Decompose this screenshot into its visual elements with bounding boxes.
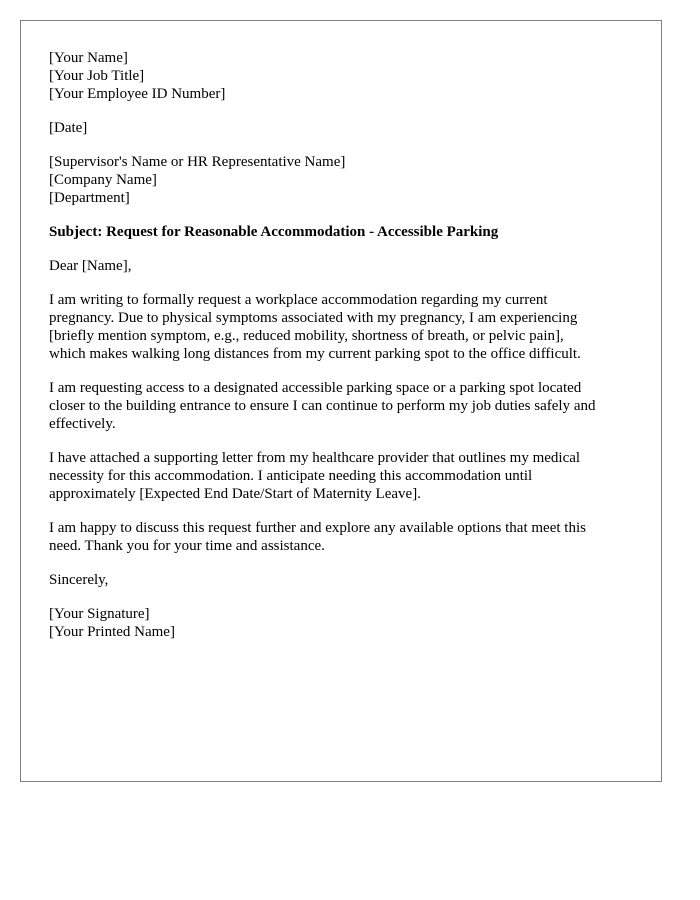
- paragraph-line: I am writing to formally request a workplace accommodation regarding my current: [49, 292, 548, 308]
- body-paragraph-4: [49, 519, 649, 555]
- recipient-name: [Supervisor's Name or HR Representative Name]: [49, 154, 346, 170]
- printed-name: [Your Printed Name]: [49, 624, 175, 640]
- sender-employee-id: [Your Employee ID Number]: [49, 86, 226, 102]
- paragraph-line: approximately [Expected End Date/Start of Maternity Leave].: [49, 486, 421, 502]
- sender-job-title: [Your Job Title]: [49, 68, 145, 84]
- body-paragraph-3: [49, 449, 649, 503]
- subject-line: Subject: Request for Reasonable Accommodation - Accessible Parking: [49, 224, 499, 240]
- recipient-company: [Company Name]: [49, 172, 157, 188]
- signature-block: [49, 605, 649, 641]
- body-paragraph-1: [49, 291, 649, 363]
- sender-name: [Your Name]: [49, 50, 128, 66]
- paragraph-line: closer to the building entrance to ensure I can continue to perform my job duties safely and: [49, 398, 596, 414]
- closing: Sincerely,: [49, 572, 109, 588]
- paragraph-line: effectively.: [49, 416, 116, 432]
- recipient-department: [Department]: [49, 190, 130, 206]
- body-paragraph-2: [49, 379, 649, 433]
- letter-page: [20, 20, 662, 782]
- paragraph-line: need. Thank you for your time and assistance.: [49, 538, 325, 554]
- salutation: Dear [Name],: [49, 258, 132, 274]
- date-block: [49, 119, 649, 137]
- sender-block: [49, 49, 649, 103]
- signature-placeholder: [Your Signature]: [49, 606, 150, 622]
- letter-content: [49, 49, 649, 657]
- letter-date: [Date]: [49, 120, 88, 136]
- paragraph-line: necessity for this accommodation. I anticipate needing this accommodation until: [49, 468, 533, 484]
- recipient-block: [49, 153, 649, 207]
- paragraph-line: which makes walking long distances from my current parking spot to the office difficult.: [49, 346, 581, 362]
- paragraph-line: [briefly mention symptom, e.g., reduced mobility, shortness of breath, or pelvic pain],: [49, 328, 564, 344]
- paragraph-line: I am happy to discuss this request further and explore any available options that meet this: [49, 520, 586, 536]
- paragraph-line: I am requesting access to a designated accessible parking space or a parking spot located: [49, 380, 582, 396]
- paragraph-line: pregnancy. Due to physical symptoms associated with my pregnancy, I am experiencing: [49, 310, 578, 326]
- paragraph-line: I have attached a supporting letter from my healthcare provider that outlines my medical: [49, 450, 581, 466]
